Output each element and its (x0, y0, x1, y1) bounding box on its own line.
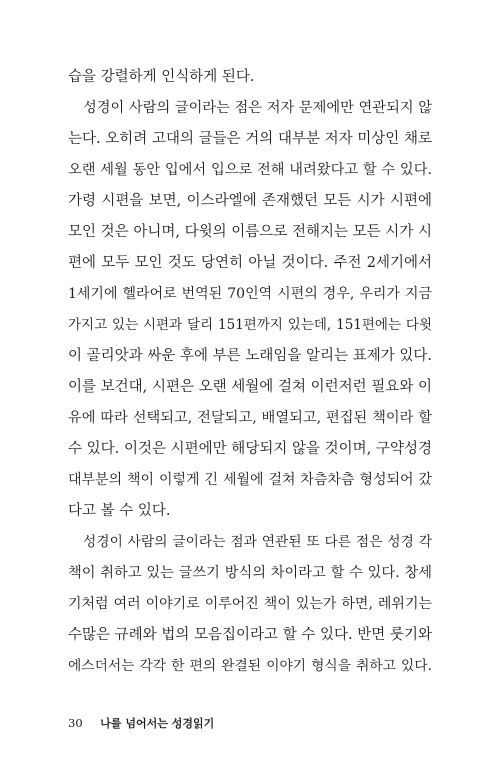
text-line: 가령 시편을 보면, 이스라엘에 존재했던 모든 시가 시편에 (68, 193, 432, 209)
text-line: 에스더서는 각각 한 편의 완결된 이야기 형식을 취하고 있다. (68, 658, 432, 674)
text-line: 책이 취하고 있는 글쓰기 방식의 차이라고 할 수 있다. 창세 (68, 565, 432, 581)
running-title: 나를 넘어서는 성경읽기 (100, 717, 215, 730)
page-footer (68, 715, 214, 731)
text-line: 대부분의 책이 이렇게 긴 세월에 걸쳐 차츰차츰 형성되어 갔 (68, 472, 432, 488)
text-line: 수 있다. 이것은 시편에만 해당되지 않을 것이며, 구약성경 (68, 441, 432, 457)
text-line: 성경이 사람의 글이라는 점은 저자 문제에만 연관되지 않 (83, 100, 432, 116)
text-line: 이 골리앗과 싸운 후에 부른 노래임을 알리는 표제가 있다. (68, 348, 432, 364)
text-line: 성경이 사람의 글이라는 점과 연관된 또 다른 점은 성경 각 (83, 534, 432, 550)
text-line: 기처럼 여러 이야기로 이루어진 책이 있는가 하면, 레위기는 (68, 596, 432, 612)
page-number: 30 (68, 716, 83, 730)
text-line: 습을 강렬하게 인식하게 된다. (68, 69, 255, 85)
text-line: 가지고 있는 시편과 달리 151편까지 있는데, 151편에는 다윗 (68, 317, 432, 333)
text-line: 수많은 규례와 법의 모음집이라고 할 수 있다. 반면 룻기와 (68, 627, 432, 643)
text-line: 오랜 세월 동안 입에서 입으로 전해 내려왔다고 할 수 있다. (68, 162, 432, 178)
text-line: 1세기에 헬라어로 번역된 70인역 시편의 경우, 우리가 지금 (68, 286, 432, 302)
text-line: 는다. 오히려 고대의 글들은 거의 대부분 저자 미상인 채로 (68, 131, 432, 147)
text-line: 편에 모두 모인 것도 당연히 아닐 것이다. 주전 2세기에서 (68, 255, 432, 271)
text-line: 유에 따라 선택되고, 전달되고, 배열되고, 편집된 책이라 할 (68, 410, 432, 426)
text-line: 모인 것은 아니며, 다윗의 이름으로 전해지는 모든 시가 시 (68, 224, 432, 240)
text-line: 이를 보건대, 시편은 오랜 세월에 걸쳐 이런저런 필요와 이 (68, 379, 432, 395)
text-line: 다고 볼 수 있다. (68, 503, 171, 519)
